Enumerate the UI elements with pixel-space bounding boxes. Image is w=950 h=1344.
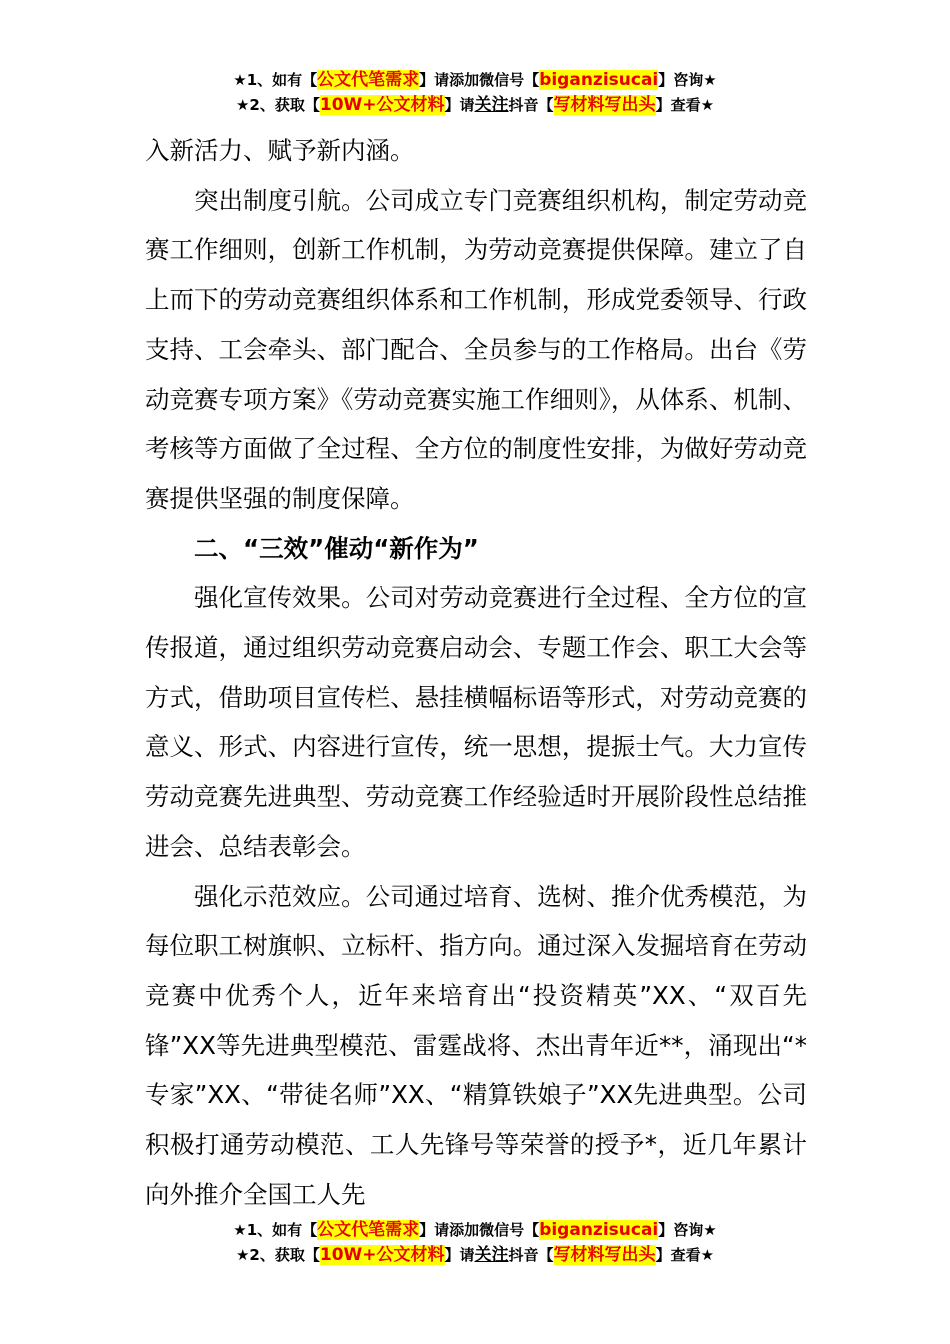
banner-line-2 (0, 1243, 950, 1268)
banner-text: ★1、如有【 (233, 71, 318, 89)
banner-highlight: 公文代笔需求 (317, 70, 420, 90)
paragraph-demonstration-effect: 强化示范效应。公司通过培育、选树、推介优秀模范，为每位职工树旗帜、立标杆、指方向。通过深入发掘培育在劳动竞赛中优秀个人，近年来培育出“投资精英”XX、“双百先锋”XX等先进典型模范、雷霆战将、杰出青年近**，涌现出“*专家”XX、“带徒名师”XX、“精算铁娘子”XX先进典型。公司积极打通劳动模范、工人先锋号等荣誉的授予*，近几年累计向外推介全国工人先 (145, 881, 807, 1209)
banner-text: 】查看★ (655, 96, 715, 114)
banner-underlined-text: 关注 (474, 1245, 509, 1265)
banner-highlight: 公文代笔需求 (317, 1220, 420, 1240)
header-banner (0, 68, 950, 118)
banner-text: 】咨询★ (658, 1221, 717, 1239)
paragraph-publicity-effect: 强化宣传效果。公司对劳动竞赛进行全过程、全方位的宣传报道，通过组织劳动竞赛启动会、专题工作会、职工大会等方式，借助项目宣传栏、悬挂横幅标语等形式，对劳动竞赛的意义、形式、内容进行宣传，统一思想，提振士气。大力宣传劳动竞赛先进典型、劳动竞赛工作经验适时开展阶段性总结推进会、总结表彰会。 (145, 583, 807, 861)
banner-text: 抖音【 (508, 1246, 554, 1264)
banner-text: 】查看★ (655, 1246, 715, 1264)
banner-highlight: 写材料写出头 (553, 95, 656, 115)
banner-text: ★2、获取【 (235, 1246, 320, 1264)
banner-text: 】咨询★ (658, 71, 717, 89)
banner-highlight: 10W+公文材料 (319, 95, 445, 115)
banner-line-1 (0, 1218, 950, 1243)
footer-banner (0, 1218, 950, 1268)
banner-highlight: biganzisucai (539, 70, 659, 90)
banner-text: 】请 (444, 96, 475, 114)
banner-highlight: 写材料写出头 (553, 1245, 656, 1265)
banner-highlight: 10W+公文材料 (319, 1245, 445, 1265)
paragraph-institutional-guidance: 突出制度引航。公司成立专门竞赛组织机构，制定劳动竞赛工作细则，创新工作机制，为劳动竞赛提供保障。建立了自上而下的劳动竞赛组织体系和工作机制，形成党委领导、行政支持、工会牵头、部门配合、全员参与的工作格局。出台《劳动竞赛专项方案》《劳动竞赛实施工作细则》，从体系、机制、考核等方面做了全过程、全方位的制度性安排，为做好劳动竞赛提供坚强的制度保障。 (145, 185, 807, 513)
banner-text: ★1、如有【 (233, 1221, 318, 1239)
banner-line-1 (0, 68, 950, 93)
banner-text: ★2、获取【 (235, 96, 320, 114)
banner-text: 】请添加微信号【 (419, 71, 540, 89)
banner-text: 】请 (444, 1246, 475, 1264)
section-heading: 二、“三效”催动“新作为” (194, 533, 479, 563)
banner-underlined-text: 关注 (474, 95, 509, 115)
banner-text: 】请添加微信号【 (419, 1221, 540, 1239)
paragraph-continuation: 入新活力、赋予新内涵。 (145, 136, 415, 165)
banner-highlight: biganzisucai (539, 1220, 659, 1240)
banner-line-2 (0, 93, 950, 118)
document-body (145, 126, 807, 1219)
banner-text: 抖音【 (508, 96, 554, 114)
